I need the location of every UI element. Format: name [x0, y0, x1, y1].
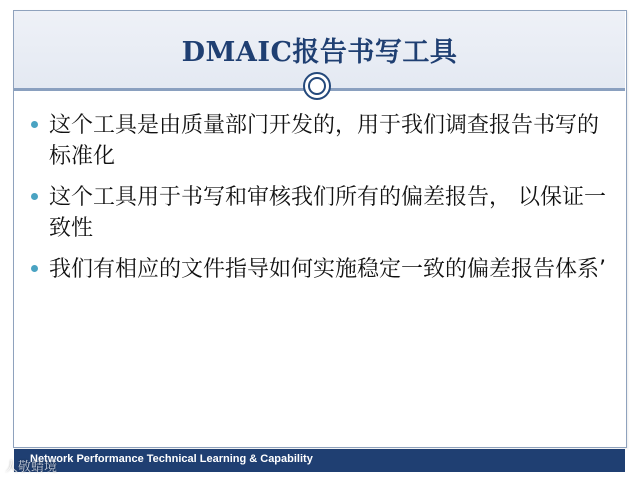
- bullet-text: 这个工具用于书写和审核我们所有的偏差报告， 以保证一致性: [49, 185, 606, 241]
- bullet-item: [30, 182, 615, 244]
- divider-circle-ornament: [303, 72, 331, 100]
- bullet-item: [30, 254, 615, 285]
- watermark-logo: 人敬蜻境: [5, 460, 58, 475]
- bullet-text: 这个工具是由质量部门开发的，用于我们调查报告书写的标准化: [49, 113, 600, 169]
- footer-text: Network Performance Technical Learning & Capability: [30, 453, 313, 465]
- bullet-list: [30, 110, 615, 295]
- bullet-item: [30, 110, 615, 172]
- bullet-dot-icon: [31, 193, 38, 200]
- divider-inner-circle: [308, 77, 326, 95]
- slide-title: DMAIC报告书写工具: [181, 37, 458, 68]
- bullet-text: 我们有相应的文件指导如何实施稳定一致的偏差报告体系’: [49, 257, 606, 282]
- bullet-dot-icon: [31, 265, 38, 272]
- bullet-dot-icon: [31, 121, 38, 128]
